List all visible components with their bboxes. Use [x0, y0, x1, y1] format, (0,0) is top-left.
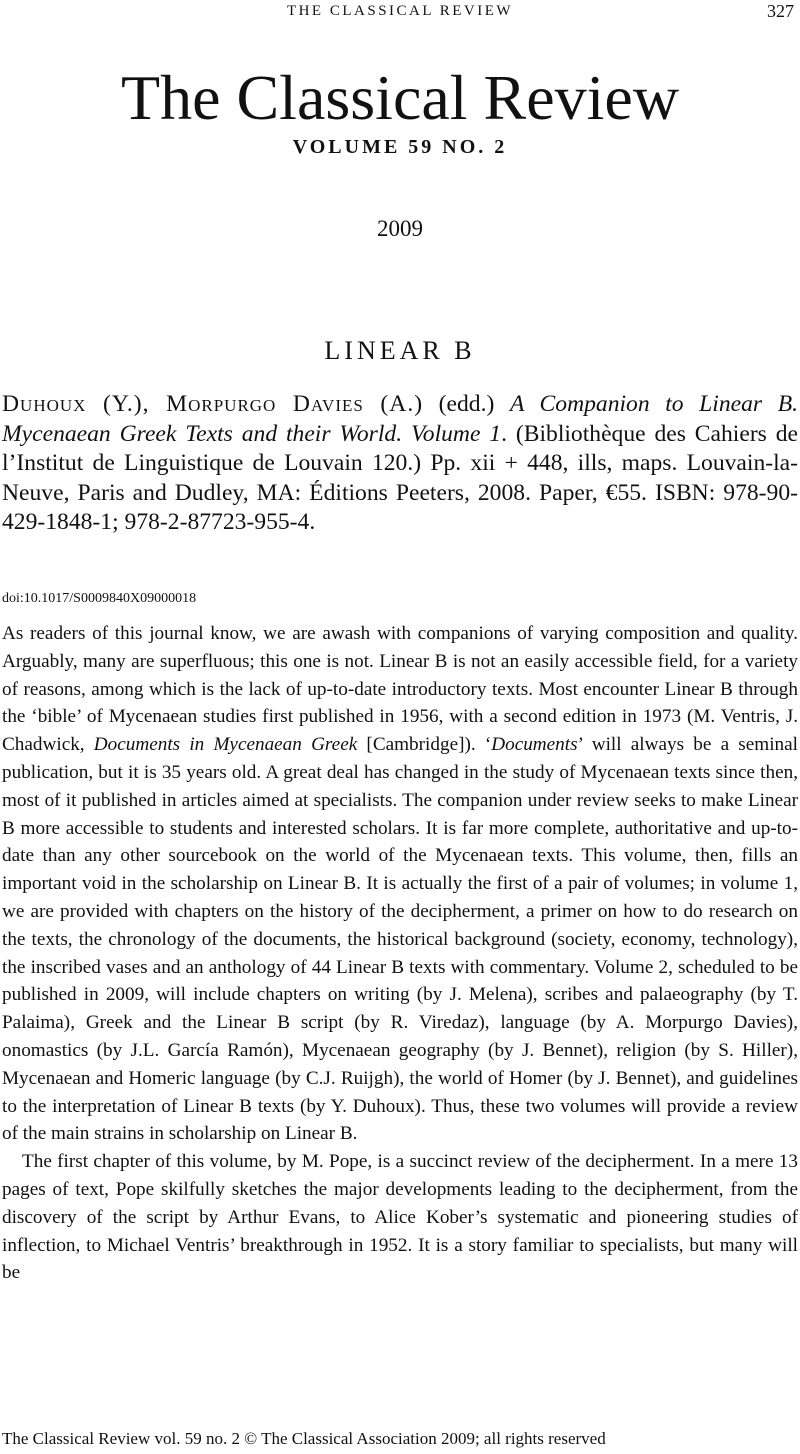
section-title: LINEAR B: [324, 336, 476, 365]
running-head: [0, 0, 800, 24]
paragraph-1: [2, 620, 798, 1148]
page-number: 327: [767, 1, 794, 21]
volume-number: VOLUME 59 NO. 2: [292, 136, 508, 158]
citation-editors-note: (edd.): [423, 391, 510, 417]
paragraph-1-italic-a: Documents in Mycenaean Greek: [93, 734, 358, 756]
journal-title: The Classical Review: [120, 62, 680, 133]
paragraph-1-italic-b: Documents: [491, 734, 578, 756]
doi: doi:10.1017/S0009840X09000018: [2, 591, 197, 606]
paragraph-1-text-c: ’ will always be a seminal publication, but it is 35 years old. A great deal has changed in the study of Mycenaean texts since then, most of it published in articles aimed at specialists. The companion under review seeks to make Linear B more accessible to students and interested scholars. It is far more complete, authoritative and up-to-date than any other sourcebook on the world of the Mycenaean texts. This volume, then, fills an important void in the scholarship on Linear B. It is actually the first of a pair of volumes; in volume 1, we are provided with chapters on the history of the decipherment, a primer on how to do research on the texts, the chronology of the documents, the historical background (society, economy, technology), the inscribed vases and an anthology of 44 Linear B texts with commentary. Volume 2, scheduled to be published in 2009, will include chapters on writing (by J. Melena), scribes and palaeography (by T. Palaima), Greek and the Linear B script (by R. Viredaz), language (by A. Morpurgo Davies), onomastics (by J.L. García Ramón), Mycenaean geography (by J. Bennet), religion (by S. Hiller), Mycenaean and Homeric language (by C.J. Ruijgh), the world of Homer (by J. Bennet), and guidelines to the interpretation of Linear B texts (by Y. Duhoux). Thus, these two volumes will provide a review of the main strains in scholarship on Linear B.: [2, 734, 798, 1145]
publication-year: 2009: [377, 216, 423, 241]
citation-book-title: A Companion to Linear B. Mycenaean Greek Texts and their World. Volume 1: [2, 391, 799, 447]
paragraph-2: The first chapter of this volume, by M. Pope, is a succinct review of the decipherment. In a mere 13 pages of text, Pope skilfully sketches the major developments leading to the decipherment, from the discovery of the script by Arthur Evans, to Alice Kober’s systematic and pioneering studies of inflection, to Michael Ventris’ breakthrough in 1952. It is a story familiar to specialists, but many will be: [2, 1151, 798, 1284]
running-title: THE CLASSICAL REVIEW: [286, 3, 514, 19]
footer-copyright: The Classical Review vol. 59 no. 2 © The Classical Association 2009; all rights reserved: [2, 1429, 606, 1448]
book-citation: [2, 390, 798, 538]
paragraph-1-text-a: As readers of this journal know, we are awash with companions of varying composition and quality. Arguably, many are superfluous; this one is not. Linear B is not an easily accessible field, for a variety of reasons, among which is the lack of up-to-date introductory texts. Most encounter Linear B through the ‘bible’ of Mycenaean studies first published in 1956, with a second edition in 1973 (M. Ventris, J. Chadwick,: [2, 623, 798, 756]
citation-publication-details: . (Bibliothèque des Cahiers de l’Institut de Linguistique de Louvain 120.) Pp. xii + 448, ills, maps. Louvain-la-Neuve, Paris and Dudley, MA: Éditions Peeters, 2008. Paper, €55. ISBN: 978-90-429-1848-1; 978-2-87723-955-4.: [2, 420, 798, 535]
review-body: [2, 620, 798, 1287]
paragraph-1-text-b: [Cambridge]). ‘: [357, 734, 492, 756]
citation-authors: Duhoux (Y.), Morpurgo Davies (A.): [2, 391, 424, 417]
